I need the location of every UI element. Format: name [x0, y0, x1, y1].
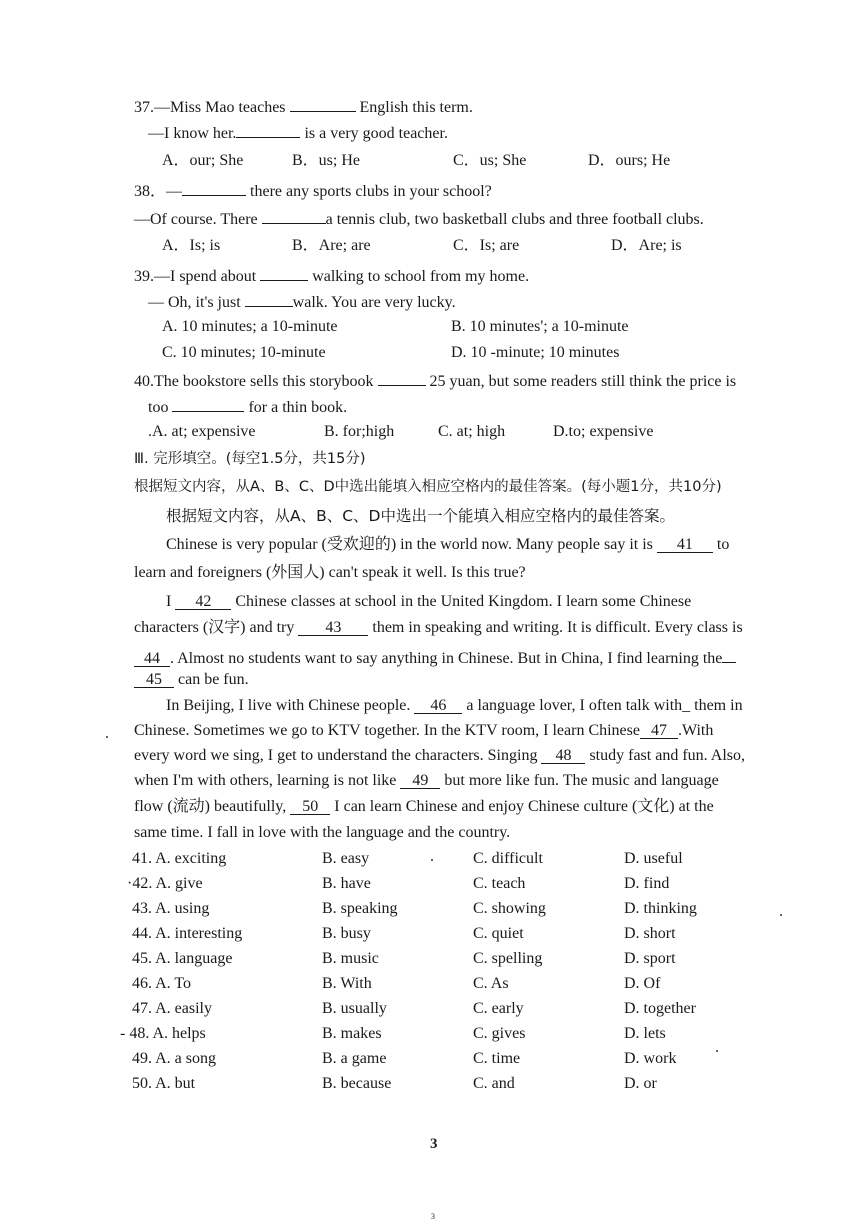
- passage-p3-line6: same time. I fall in love with the language and the country.: [134, 824, 511, 841]
- q40-text-end: 25 yuan, but some readers still think the price is: [425, 373, 737, 390]
- choice-option: D. sport: [624, 950, 676, 967]
- choice-option: D. useful: [624, 850, 683, 867]
- q40-line2: [148, 396, 347, 418]
- choice-option: ·42. A. give: [127, 875, 203, 892]
- q37-option-a: A．our; She: [162, 152, 244, 169]
- passage-text: every word we sing, I get to understand the characters. Singing: [134, 747, 542, 764]
- q40-text2-end: for a thin book.: [244, 399, 348, 416]
- q38-option-d: D．Are; is: [611, 237, 682, 254]
- passage-text: but more like fun. The music and language: [440, 772, 719, 789]
- passage-p3-line3: [134, 746, 745, 766]
- q40-option-c: C. at; high: [438, 423, 506, 440]
- q39-blank-1: [260, 265, 308, 281]
- choice-option: B. have: [322, 875, 371, 892]
- choice-option: D. find: [624, 875, 670, 892]
- q38-text2-end: a tennis club, two basketball clubs and three football clubs.: [325, 211, 704, 228]
- choice-option: C. early: [473, 1000, 524, 1017]
- choice-option: B. because: [322, 1075, 392, 1092]
- choice-option: D. or: [624, 1075, 657, 1092]
- blank-46: 46: [414, 696, 462, 714]
- passage-text: when I'm with others, learning is not like: [134, 772, 401, 789]
- passage-p2-line1: [166, 592, 691, 612]
- choice-option: C. time: [473, 1050, 521, 1067]
- section-instruction-1: 根据短文内容，从A、B、C、D中选出能填入相应空格内的最佳答案。(每小题1分，共10分): [134, 479, 722, 495]
- scan-speck: [431, 859, 433, 861]
- passage-text: a language lover, I often talk with_ them in: [462, 697, 743, 714]
- q37-blank-2: [236, 122, 300, 138]
- q37-option-c: C．us; She: [453, 152, 527, 169]
- q40-option-a: .A. at; expensive: [148, 423, 256, 440]
- passage-text: them in speaking and writing. It is difficult. Every class is: [368, 619, 743, 636]
- choice-option: C. quiet: [473, 925, 524, 942]
- choice-option: 47. A. easily: [132, 1000, 212, 1017]
- q37-text-end: English this term.: [355, 99, 473, 116]
- page-number-small: 3: [431, 1212, 435, 1221]
- choice-option: D. together: [624, 1000, 696, 1017]
- passage-text: Chinese is very popular (受欢迎的) in the world now. Many people say it is: [166, 536, 657, 553]
- page-number: 3: [430, 1136, 438, 1152]
- q37-line2: [148, 122, 448, 144]
- choice-option: B. speaking: [322, 900, 398, 917]
- passage-text: I can learn Chinese and enjoy Chinese culture (文化) at the: [330, 798, 714, 815]
- choice-option: D. lets: [624, 1025, 666, 1042]
- q39-text2: — Oh, it's just: [148, 294, 245, 311]
- choice-option: C. and: [473, 1075, 515, 1092]
- q40-option-b: B. for;high: [324, 423, 395, 440]
- q40-text2: too: [148, 399, 173, 416]
- q39-line2: [148, 291, 456, 313]
- q40-line1: [134, 370, 736, 392]
- q39-option-b: B. 10 minutes'; a 10-minute: [451, 318, 629, 335]
- passage-p3-line5: [134, 797, 714, 817]
- passage-text: flow (流动) beautifully,: [134, 798, 291, 815]
- passage-text: Chinese classes at school in the United Kingdom. I learn some Chinese: [231, 593, 692, 610]
- passage-p1-line1: [166, 535, 729, 555]
- choice-option: B. usually: [322, 1000, 387, 1017]
- choice-option: 43. A. using: [132, 900, 210, 917]
- passage-p2-line3: [134, 645, 736, 669]
- q38-blank-1: [182, 180, 246, 196]
- choice-option: D. Of: [624, 975, 661, 992]
- q38-line1: [134, 180, 492, 202]
- q38-line2: [134, 208, 704, 230]
- choice-option: - 48. A. helps: [120, 1025, 206, 1042]
- q38-blank-2: [262, 208, 326, 224]
- choice-option: B. a game: [322, 1050, 387, 1067]
- blank-43: 43: [298, 618, 368, 636]
- choice-option: C. As: [473, 975, 509, 992]
- q39-blank-2: [245, 291, 293, 307]
- scan-speck: [716, 1050, 718, 1052]
- q37-option-d: D．ours; He: [588, 152, 671, 169]
- blank-42: 42: [175, 592, 231, 610]
- q40-option-d: D.to; expensive: [553, 423, 654, 440]
- blank-48: 48: [541, 746, 585, 764]
- blank-41: 41: [657, 535, 713, 553]
- q39-text-end: walking to school from my home.: [308, 268, 530, 285]
- passage-text: . Almost no students want to say anything in Chinese. But in China, I find learning the: [170, 650, 723, 667]
- q39-option-c: C. 10 minutes; 10-minute: [162, 344, 326, 361]
- q39-option-d: D. 10 -minute; 10 minutes: [451, 344, 620, 361]
- q38-text2: —Of course. There: [134, 211, 262, 228]
- q38-text: 38．—: [134, 183, 183, 200]
- choice-option: 45. A. language: [132, 950, 233, 967]
- choice-option: B. music: [322, 950, 379, 967]
- passage-p2-line4: [134, 670, 249, 690]
- choice-option: D. work: [624, 1050, 677, 1067]
- q37-option-b: B．us; He: [292, 152, 361, 169]
- choice-option: D. thinking: [624, 900, 697, 917]
- blank-49: 49: [400, 771, 440, 789]
- choice-option: 44. A. interesting: [132, 925, 243, 942]
- passage-text: characters (汉字) and try: [134, 619, 299, 636]
- passage-text: I: [166, 593, 176, 610]
- q37-line1: [134, 96, 473, 118]
- choice-option: C. showing: [473, 900, 546, 917]
- section-heading: Ⅲ. 完形填空。(每空1.5分，共15分): [134, 451, 366, 467]
- passage-p3-line4: [134, 771, 719, 791]
- q39-text: 39.—I spend about: [134, 268, 261, 285]
- q38-text-end: there any sports clubs in your school?: [246, 183, 492, 200]
- choice-option: C. difficult: [473, 850, 543, 867]
- section-instruction-2: 根据短文内容，从A、B、C、D中选出一个能填入相应空格内的最佳答案。: [166, 507, 675, 525]
- scan-speck: [780, 914, 782, 916]
- passage-text: study fast and fun. Also,: [585, 747, 745, 764]
- choice-option: 46. A. To: [132, 975, 192, 992]
- blank-44: 44: [134, 649, 170, 667]
- choice-option: D. short: [624, 925, 676, 942]
- q39-line1: [134, 265, 529, 287]
- blank-45: 45: [134, 670, 174, 688]
- choice-option: 50. A. but: [132, 1075, 196, 1092]
- passage-text: .With: [677, 722, 714, 739]
- passage-p3-line1: [166, 696, 743, 716]
- q40-blank-2: [172, 396, 244, 412]
- choice-option: 49. A. a song: [132, 1050, 216, 1067]
- blank-47: 47: [640, 721, 678, 739]
- choice-option: B. makes: [322, 1025, 382, 1042]
- q37-text2: —I know her.: [148, 125, 237, 142]
- q40-blank-1: [378, 370, 426, 386]
- choice-option: C. teach: [473, 875, 526, 892]
- passage-text: Chinese. Sometimes we go to KTV together. In the KTV room, I learn Chinese: [134, 722, 640, 739]
- q38-option-b: B．Are; are: [292, 237, 371, 254]
- passage-text: In Beijing, I live with Chinese people.: [166, 697, 415, 714]
- q37-text: 37.—Miss Mao teaches: [134, 99, 290, 116]
- q39-text2-end: walk. You are very lucky.: [292, 294, 456, 311]
- choice-option: B. easy: [322, 850, 370, 867]
- passage-p3-line2: [134, 721, 713, 741]
- q38-option-c: C．Is; are: [453, 237, 520, 254]
- choice-option: C. gives: [473, 1025, 526, 1042]
- q40-text: 40.The bookstore sells this storybook: [134, 373, 378, 390]
- passage-text: to: [712, 536, 730, 553]
- q38-option-a: A．Is; is: [162, 237, 221, 254]
- choice-option: 41. A. exciting: [132, 850, 227, 867]
- q39-option-a: A. 10 minutes; a 10-minute: [162, 318, 338, 335]
- passage-p1-line2: learn and foreigners (外国人) can't speak it well. Is this true?: [134, 564, 526, 581]
- q37-text2-end: is a very good teacher.: [300, 125, 448, 142]
- choice-option: C. spelling: [473, 950, 543, 967]
- passage-p2-line2: [134, 618, 743, 638]
- passage-text: can be fun.: [174, 671, 249, 688]
- q37-blank-1: [290, 96, 356, 112]
- choice-option: B. With: [322, 975, 372, 992]
- scan-speck: [106, 736, 108, 738]
- blank-50: 50: [290, 797, 330, 815]
- blank-45-lead: [722, 645, 736, 663]
- choice-option: B. busy: [322, 925, 371, 942]
